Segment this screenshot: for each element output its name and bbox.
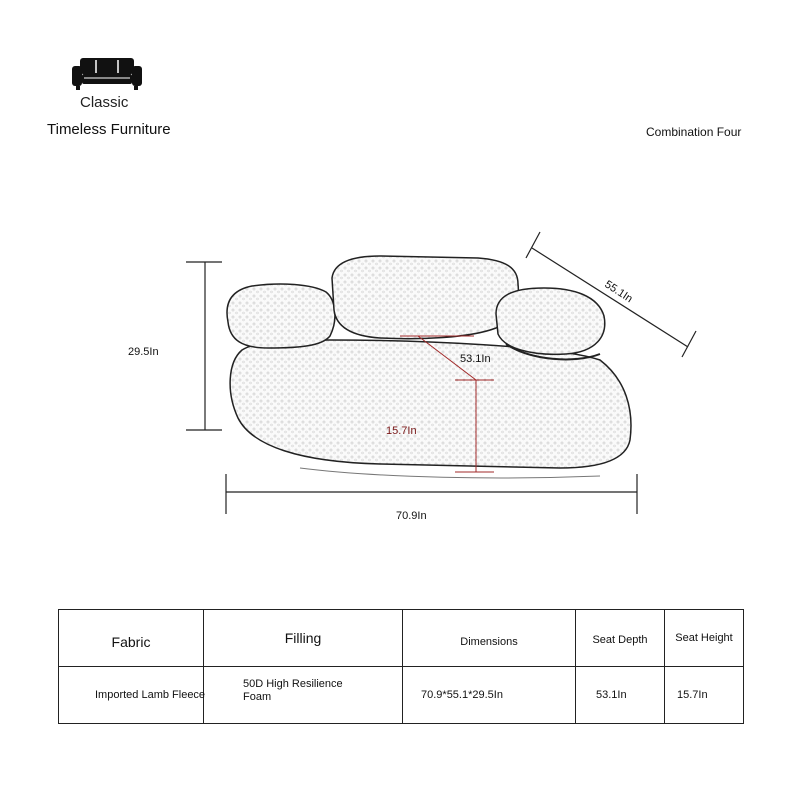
value-fabric: Imported Lamb Fleece (59, 667, 204, 724)
brand-name: Classic (80, 94, 129, 111)
table-header-row (59, 610, 744, 667)
value-seat-height: 15.7In (665, 667, 744, 724)
header-dimensions: Dimensions (403, 610, 576, 667)
seat-height-label: 15.7In (386, 425, 417, 437)
spec-table (58, 609, 744, 724)
brand-tagline: Timeless Furniture (47, 121, 171, 138)
sofa-base-shadow (300, 468, 600, 478)
depth-label: 55.1In (602, 278, 635, 306)
combination-label: Combination Four (646, 125, 742, 139)
header-seat-height: Seat Height (665, 610, 744, 667)
sofa-sketch (227, 256, 631, 478)
sofa-backrest-center (332, 256, 518, 339)
table-row (59, 667, 744, 724)
width-dimension (226, 474, 637, 522)
value-seat-depth: 53.1In (576, 667, 665, 724)
header-seat-depth: Seat Depth (576, 610, 665, 667)
header-filling: Filling (204, 610, 403, 667)
sofa-backrest-left (227, 284, 335, 348)
header-fabric: Fabric (59, 610, 204, 667)
value-filling: 50D High Resilience Foam (204, 667, 403, 724)
height-dimension (128, 262, 222, 430)
height-label: 29.5In (128, 346, 159, 358)
seat-depth-label: 53.1In (460, 353, 491, 365)
width-label: 70.9In (396, 510, 427, 522)
value-dimensions: 70.9*55.1*29.5In (403, 667, 576, 724)
sofa-armrest-right (496, 288, 605, 354)
